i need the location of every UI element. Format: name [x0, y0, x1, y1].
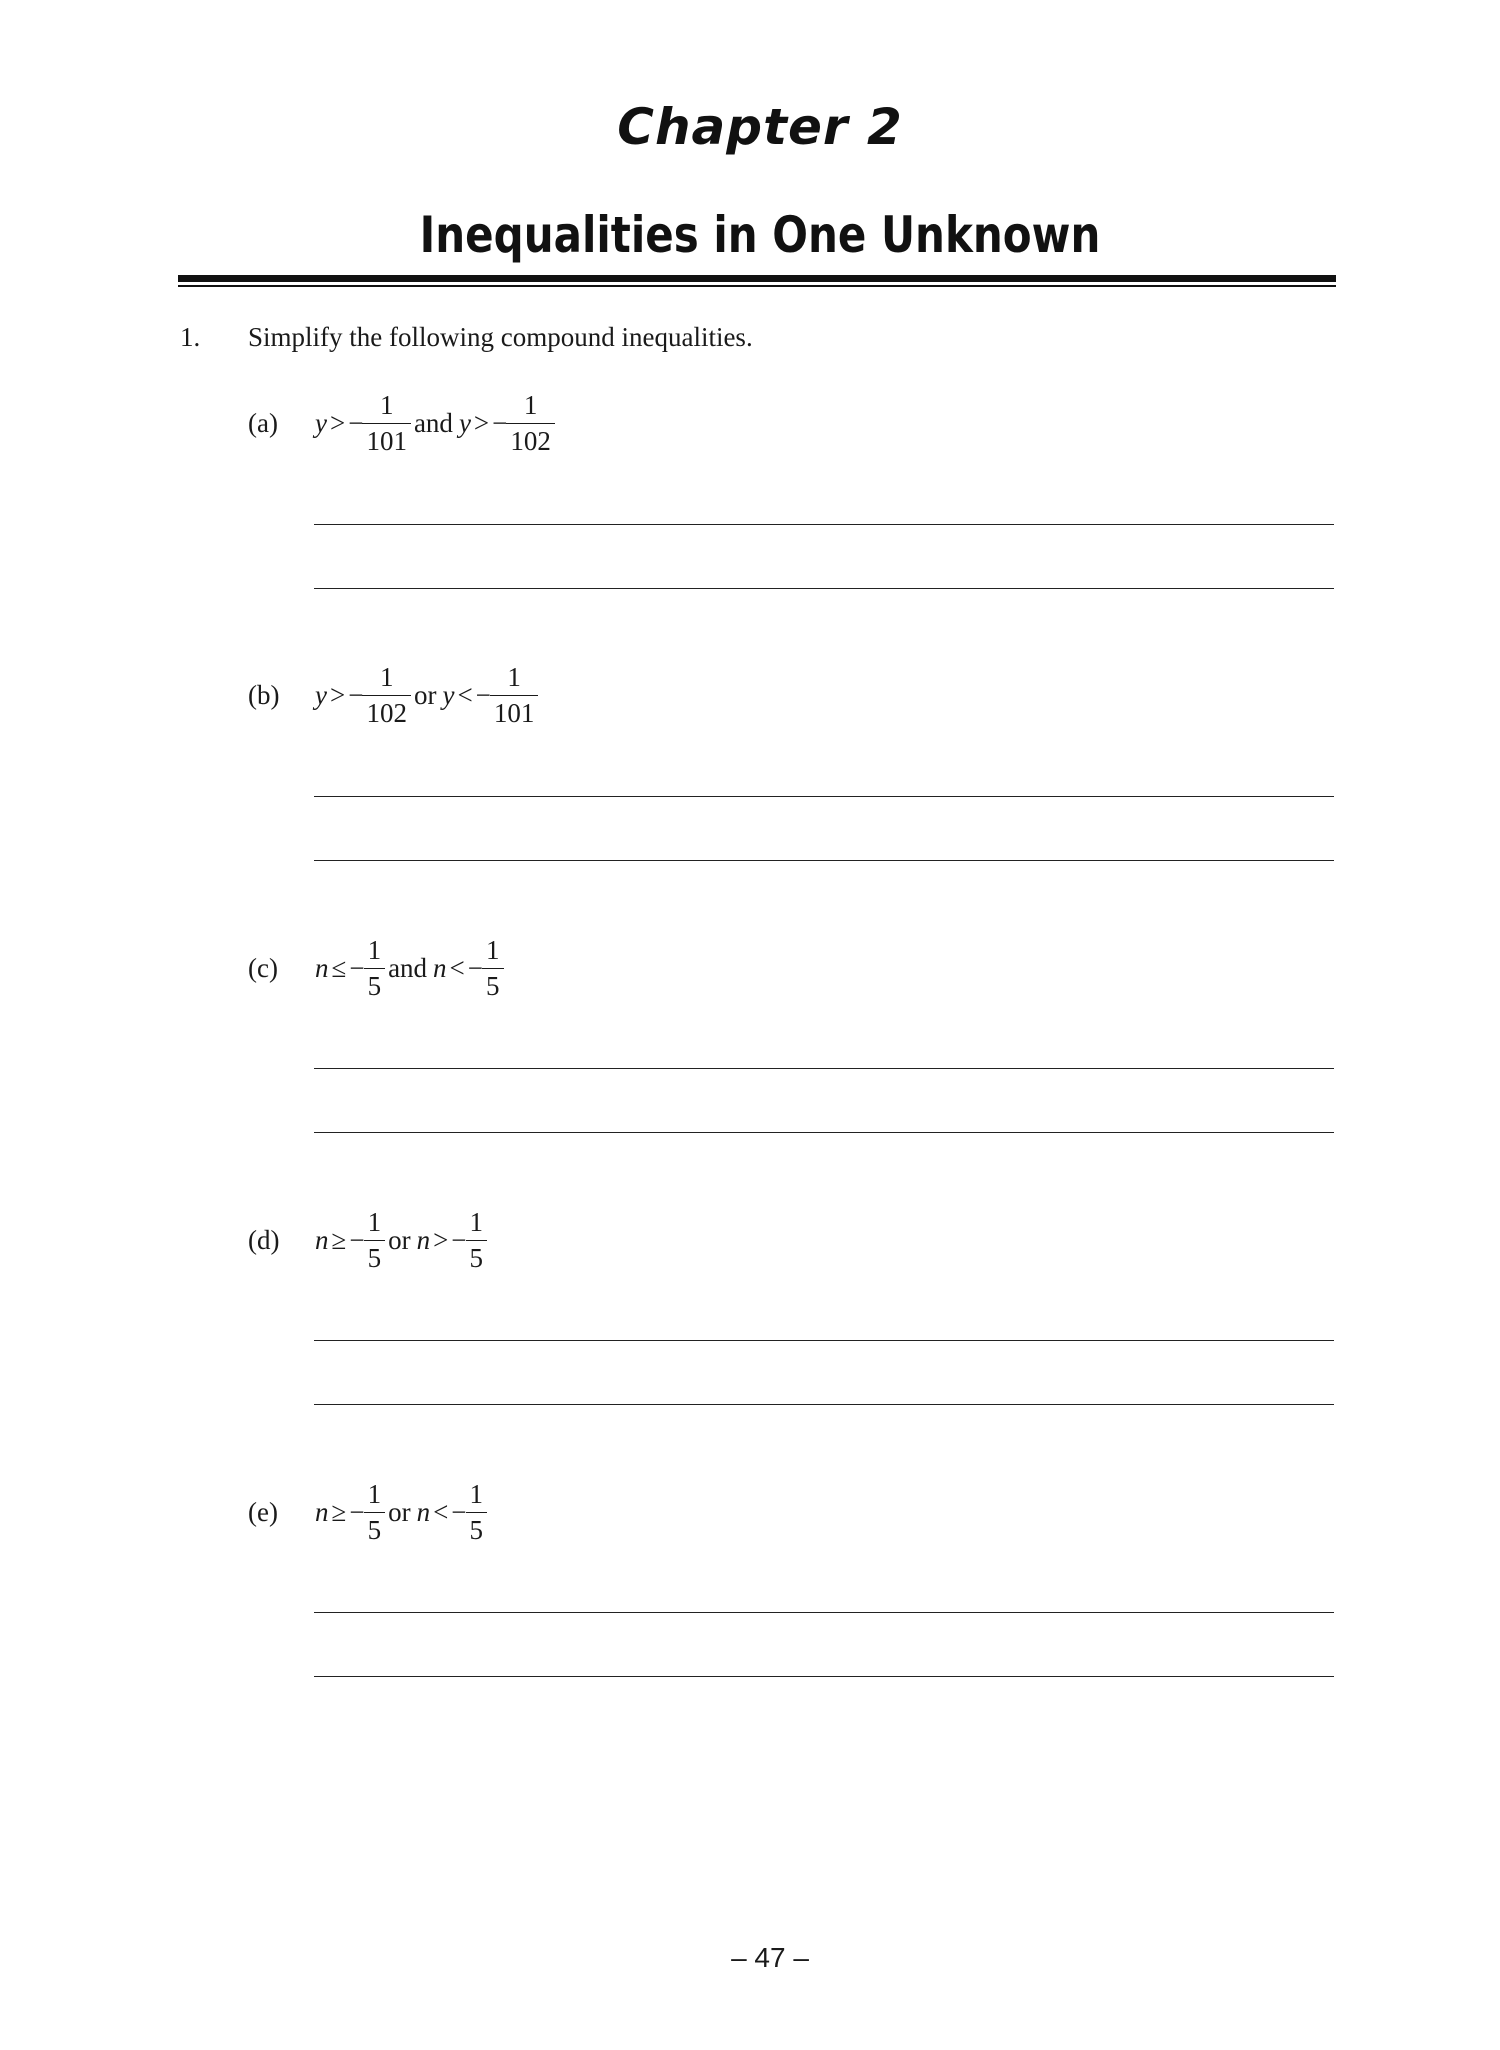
- header-divider-thick: [178, 275, 1336, 282]
- numerator: 1: [466, 1481, 488, 1513]
- operator: >: [433, 1225, 449, 1255]
- variable: n: [433, 953, 447, 983]
- operator: >: [329, 408, 346, 438]
- connector: and: [413, 408, 453, 438]
- inequality-expression: [315, 937, 503, 1000]
- fraction: [468, 1481, 486, 1544]
- variable: n: [416, 1225, 431, 1255]
- answer-line[interactable]: [314, 1612, 1334, 1613]
- sign: −: [349, 1497, 365, 1527]
- connector: and: [388, 953, 428, 983]
- connector: or: [388, 1497, 411, 1527]
- variable: y: [315, 408, 327, 438]
- numerator: 1: [364, 1481, 386, 1513]
- variable: y: [442, 680, 455, 710]
- inequality-expression: [315, 392, 554, 455]
- inequality-expression: [315, 1481, 486, 1544]
- denominator: 102: [510, 426, 551, 456]
- operator: >: [473, 408, 490, 438]
- inequality-expression: [315, 664, 537, 727]
- operator: <: [457, 680, 473, 710]
- sign: −: [475, 680, 491, 710]
- variable: y: [458, 408, 471, 438]
- denominator: 5: [469, 1243, 484, 1273]
- denominator: 101: [493, 698, 535, 728]
- operator: <: [449, 953, 465, 983]
- part-label: (c): [248, 953, 278, 983]
- numerator: 1: [362, 664, 411, 696]
- fraction: [364, 392, 409, 455]
- answer-line[interactable]: [314, 1132, 1334, 1133]
- answer-line[interactable]: [314, 1676, 1334, 1677]
- fraction: [508, 392, 553, 455]
- operator: ≥: [331, 1225, 347, 1255]
- operator: >: [329, 680, 346, 710]
- question-prompt: Simplify the following compound inequalities.: [248, 322, 753, 352]
- numerator: 1: [490, 664, 539, 696]
- connector: or: [413, 680, 437, 710]
- sign: −: [467, 953, 484, 983]
- part-label: (d): [248, 1225, 280, 1255]
- operator: <: [433, 1497, 449, 1527]
- fraction: [366, 1209, 384, 1272]
- denominator: 101: [366, 426, 407, 456]
- answer-line[interactable]: [314, 1068, 1334, 1069]
- fraction: [484, 937, 502, 1000]
- sign: −: [451, 1225, 467, 1255]
- denominator: 5: [367, 1515, 382, 1545]
- variable: n: [315, 953, 329, 983]
- operator: ≥: [331, 1497, 347, 1527]
- question-number: 1.: [180, 322, 201, 352]
- part-label: (a): [248, 408, 278, 438]
- header-divider-thin: [178, 285, 1336, 287]
- sign: −: [349, 953, 365, 983]
- variable: n: [416, 1497, 431, 1527]
- numerator: 1: [364, 1209, 386, 1241]
- answer-line[interactable]: [314, 1340, 1334, 1341]
- page-number: – 47 –: [731, 1942, 809, 1973]
- fraction: [468, 1209, 486, 1272]
- numerator: 1: [466, 1209, 488, 1241]
- numerator: 1: [482, 937, 504, 969]
- answer-line[interactable]: [314, 796, 1334, 797]
- answer-line[interactable]: [314, 860, 1334, 861]
- numerator: 1: [364, 937, 386, 969]
- denominator: 5: [367, 971, 382, 1001]
- variable: n: [315, 1225, 329, 1255]
- numerator: 1: [506, 392, 555, 424]
- denominator: 102: [366, 698, 407, 728]
- answer-line[interactable]: [314, 1404, 1334, 1405]
- part-label: (b): [248, 680, 280, 710]
- fraction: [492, 664, 537, 727]
- numerator: 1: [362, 392, 411, 424]
- sign: −: [349, 1225, 365, 1255]
- denominator: 5: [367, 1243, 382, 1273]
- fraction: [364, 664, 409, 727]
- sign: −: [348, 680, 364, 710]
- variable: y: [315, 680, 327, 710]
- denominator: 5: [469, 1515, 484, 1545]
- fraction: [366, 1481, 384, 1544]
- sign: −: [492, 408, 508, 438]
- chapter-title: Inequalities in One Unknown: [419, 206, 1101, 264]
- answer-line[interactable]: [314, 588, 1334, 589]
- sign: −: [348, 408, 364, 438]
- connector: or: [388, 1225, 411, 1255]
- inequality-expression: [315, 1209, 486, 1272]
- part-label: (e): [248, 1497, 278, 1527]
- chapter-label: Chapter 2: [617, 98, 903, 156]
- sign: −: [451, 1497, 467, 1527]
- fraction: [366, 937, 384, 1000]
- answer-line[interactable]: [314, 524, 1334, 525]
- variable: n: [315, 1497, 329, 1527]
- denominator: 5: [486, 971, 500, 1001]
- operator: ≤: [331, 953, 347, 983]
